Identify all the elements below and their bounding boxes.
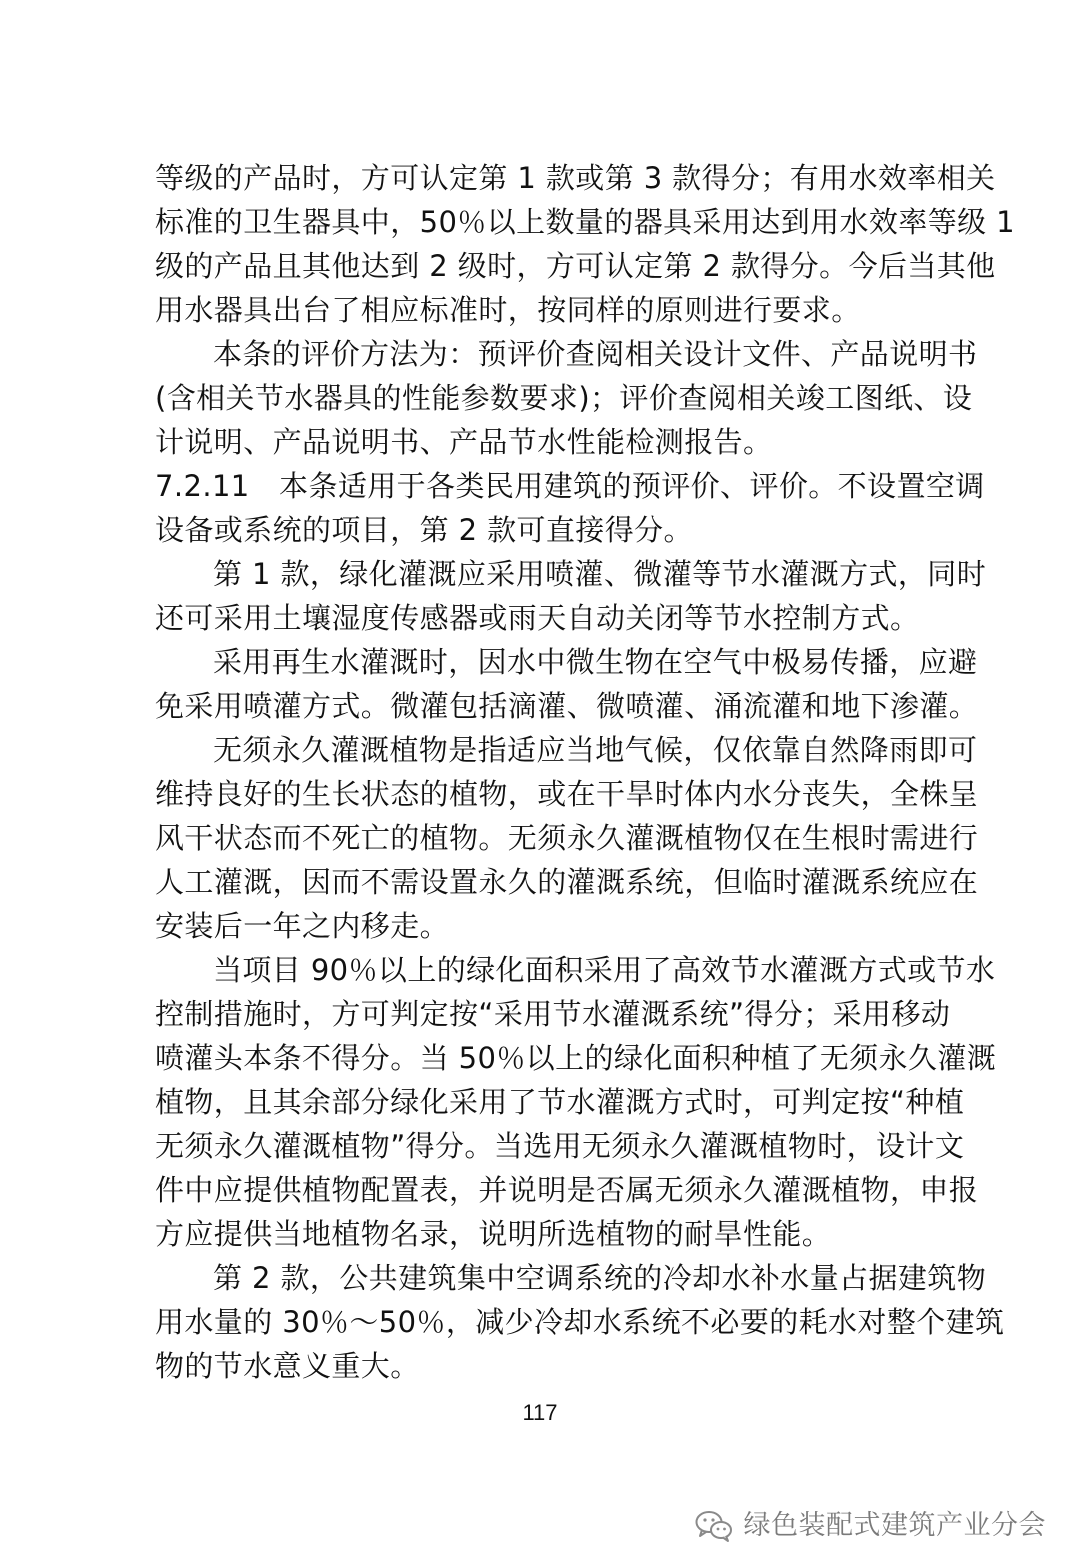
text-line: 本条的评价方法为：预评价查阅相关设计文件、产品说明书 (213, 337, 978, 371)
text-line: 植物，且其余部分绿化采用了节水灌溉方式时，可判定按“种植 (155, 1085, 965, 1119)
text-line: 风干状态而不死亡的植物。无须永久灌溉植物仅在生根时需进行 (155, 821, 979, 855)
text-line: 安装后一年之内移走。 (155, 909, 450, 943)
text-line: 还可采用土壤湿度传感器或雨天自动关闭等节水控制方式。 (155, 601, 920, 635)
text-line: 维持良好的生长状态的植物，或在干旱时体内水分丧失，全株呈 (155, 777, 979, 811)
text-line: 第 1 款，绿化灌溉应采用喷灌、微灌等节水灌溉方式，同时 (213, 557, 987, 591)
text-line: 计说明、产品说明书、产品节水性能检测报告。 (155, 425, 773, 459)
text-line: 无须永久灌溉植物是指适应当地气候，仅依靠自然降雨即可 (213, 733, 978, 767)
text-line: 物的节水意义重大。 (155, 1349, 420, 1383)
text-line: 标准的卫生器具中，50％以上数量的器具采用达到用水效率等级 1 (155, 205, 1015, 239)
text-line: 用水器具出台了相应标准时，按同样的原则进行要求。 (155, 293, 861, 327)
clause-heading-line: 7.2.11 本条适用于各类民用建筑的预评价、评价。不设置空调 (155, 469, 985, 503)
page-number: 117 (522, 1400, 558, 1425)
text-line: 用水量的 30％～50％，减少冷却水系统不必要的耗水对整个建筑 (155, 1305, 1005, 1339)
text-line: 免采用喷灌方式。微灌包括滴灌、微喷灌、涌流灌和地下渗灌。 (155, 689, 979, 723)
text-line: 采用再生水灌溉时，因水中微生物在空气中极易传播，应避 (213, 645, 978, 679)
text-line: 设备或系统的项目，第 2 款可直接得分。 (155, 513, 693, 547)
text-line: 控制措施时，方可判定按“采用节水灌溉系统”得分；采用移动 (155, 997, 951, 1031)
wechat-icon (694, 1509, 734, 1543)
text-line: 方应提供当地植物名录，说明所选植物的耐旱性能。 (155, 1217, 832, 1251)
watermark (694, 1506, 1047, 1546)
text-line: 件中应提供植物配置表，并说明是否属无须永久灌溉植物，申报 (155, 1173, 979, 1207)
watermark-text: 绿色装配式建筑产业分会 (743, 1510, 1046, 1541)
text-line: 喷灌头本条不得分。当 50％以上的绿化面积种植了无须永久灌溉 (155, 1041, 997, 1075)
text-line: (含相关节水器具的性能参数要求)；评价查阅相关竣工图纸、设 (155, 381, 973, 415)
text-line: 无须永久灌溉植物”得分。当选用无须永久灌溉植物时，设计文 (155, 1129, 965, 1163)
body-text (155, 156, 1015, 1388)
text-line: 第 2 款，公共建筑集中空调系统的冷却水补水量占据建筑物 (213, 1261, 987, 1295)
text-line: 当项目 90％以上的绿化面积采用了高效节水灌溉方式或节水 (213, 953, 996, 987)
text-line: 级的产品且其他达到 2 级时，方可认定第 2 款得分。今后当其他 (155, 249, 996, 283)
text-line: 等级的产品时，方可认定第 1 款或第 3 款得分；有用水效率相关 (155, 161, 996, 195)
text-line: 人工灌溉，因而不需设置永久的灌溉系统，但临时灌溉系统应在 (155, 865, 979, 899)
